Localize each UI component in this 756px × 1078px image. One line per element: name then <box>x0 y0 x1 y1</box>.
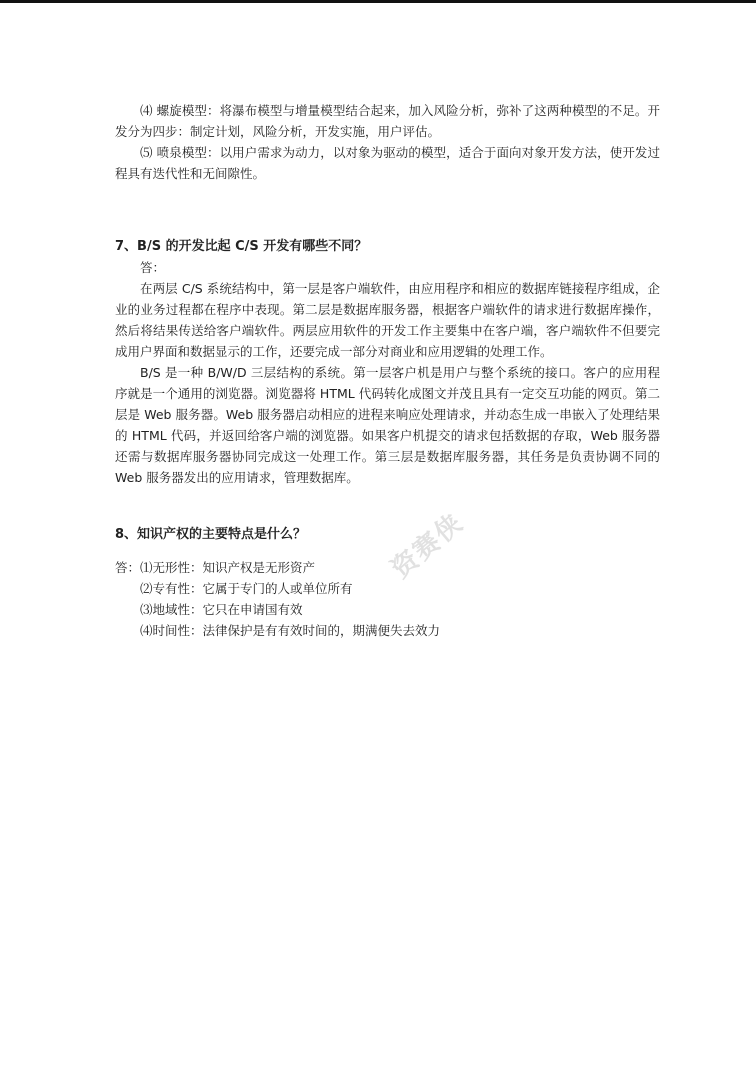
top-border-rule <box>0 0 756 3</box>
question-7-heading: 7、B/S 的开发比起 C/S 开发有哪些不同？ <box>115 239 368 254</box>
question-8-heading: 8、知识产权的主要特点是什么？ <box>115 527 307 542</box>
list-item: ⑷时间性：法律保护是有有效时间的，期满便失去效力 <box>140 623 441 638</box>
document-page <box>115 100 660 641</box>
question-8-answer-list <box>115 557 660 641</box>
spiral-model-paragraph: ⑷ 螺旋模型：将瀑布模型与增量模型结合起来，加入风险分析，弥补了这两种模型的不足。开发分为四步：制定计划，风险分析，开发实施，用户评估。 <box>115 103 660 139</box>
spacer <box>115 488 660 524</box>
list-item: 答：⑴无形性：知识产权是无形资产 <box>115 560 316 575</box>
question-7-bs-paragraph: B/S 是一种 B/W/D 三层结构的系统。第一层客户机是用户与整个系统的接口。客户的应用程序就是一个通用的浏览器。浏览器将 HTML 代码转化成图文并茂且具有一定交互功能的网页。第二层是 Web 服务器。Web 服务器启动相应的进程来响应处理请求，并动态生成一串嵌入了处理结果的 HTML 代码，并返回给客户端的浏览器。如果客户机提交的请求包括数据的存取，Web 服务器还需与数据库服务器协同完成这一处理工作。第三层是数据库服务器，其任务是负责协调不同的 Web 服务器发出的应用请求，管理数据库。 <box>115 365 660 485</box>
spacer <box>115 184 660 236</box>
watermark-text: 资赛侠 <box>385 507 470 585</box>
question-7-cs-paragraph: 在两层 C/S 系统结构中，第一层是客户端软件，由应用程序和相应的数据库链接程序组成，企业的业务过程都在程序中表现。第二层是数据库服务器，根据客户端软件的请求进行数据库操作，然后将结果传送给客户端软件。两层应用软件的开发工作主要集中在客户端，客户端软件不但要完成用户界面和数据显示的工作，还要完成一部分对商业和应用逻辑的处理工作。 <box>115 281 660 359</box>
list-item: ⑵专有性：它属于专门的人或单位所有 <box>140 581 353 596</box>
spacer <box>115 545 660 557</box>
list-item: ⑶地域性：它只在申请国有效 <box>140 602 303 617</box>
fountain-model-paragraph: ⑸ 喷泉模型：以用户需求为动力，以对象为驱动的模型，适合于面向对象开发方法，使开发过程具有迭代性和无间隙性。 <box>115 145 660 181</box>
question-7-answer-label: 答： <box>140 260 166 275</box>
